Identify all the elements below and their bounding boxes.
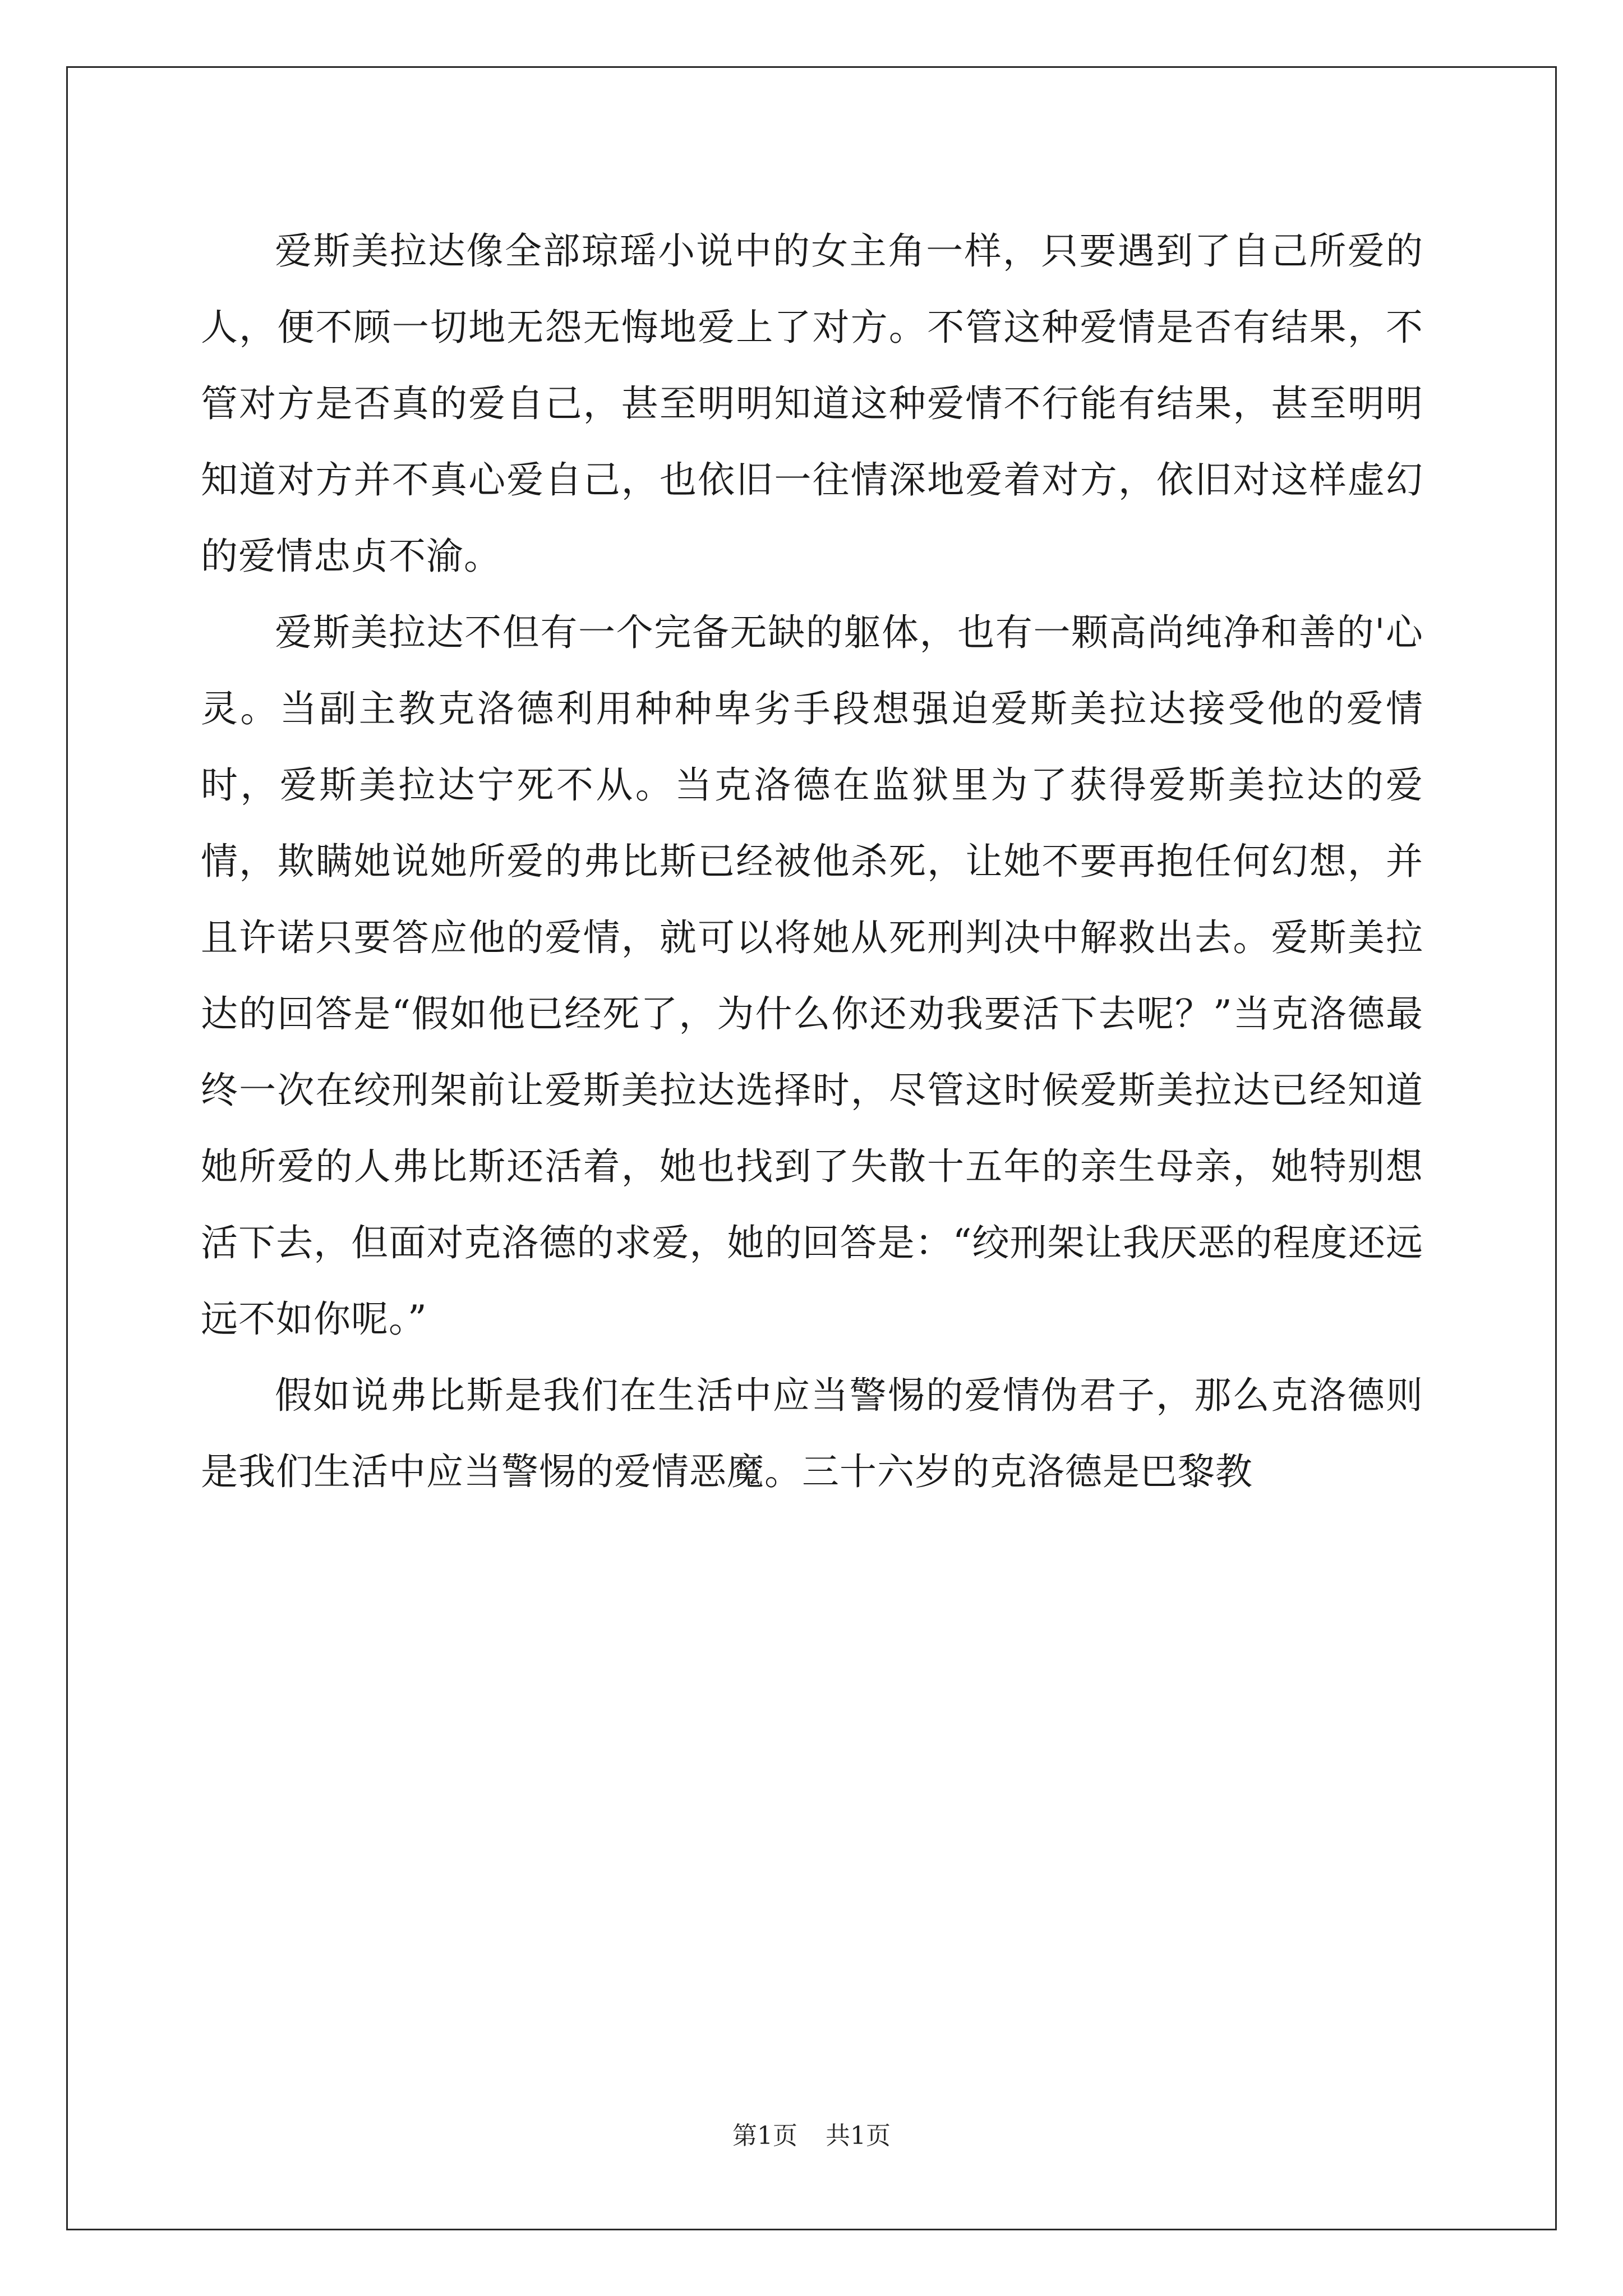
page-number: 第1页 xyxy=(732,2122,797,2150)
paragraph-2: 爱斯美拉达不但有一个完备无缺的躯体，也有一颗高尚纯净和善的'心灵。当副主教克洛德利用种种卑劣手段想强迫爱斯美拉达接受他的爱情时，爱斯美拉达宁死不从。当克洛德在监狱里为了获得爱斯美拉达的爱情，欺瞒她说她所爱的弗比斯已经被他杀死，让她不要再抱任何幻想，并且许诺只要答应他的爱情，就可以将她从死刑判决中解救出去。爱斯美拉达的回答是“假如他已经死了，为什么你还劝我要活下去呢？”当克洛德最终一次在绞刑架前让爱斯美拉达选择时，尽管这时候爱斯美拉达已经知道她所爱的人弗比斯还活着，她也找到了失散十五年的亲生母亲，她特别想活下去，但面对克洛德的求爱，她的回答是：“绞刑架让我厌恶的程度还远远不如你呢。” xyxy=(201,611,1423,1341)
document-body xyxy=(201,213,1423,1510)
paragraph-1: 爱斯美拉达像全部琼瑶小说中的女主角一样，只要遇到了自己所爱的人，便不顾一切地无怨无悔地爱上了对方。不管这种爱情是否有结果，不管对方是否真的爱自己，甚至明明知道这种爱情不行能有结果，甚至明明知道对方并不真心爱自己，也依旧一往情深地爱着对方，依旧对这样虚幻的爱情忠贞不渝。 xyxy=(201,229,1423,578)
page-total: 共1页 xyxy=(826,2122,891,2150)
paragraph-3: 假如说弗比斯是我们在生活中应当警惕的爱情伪君子，那么克洛德则是我们生活中应当警惕的爱情恶魔。三十六岁的克洛德是巴黎教 xyxy=(201,1374,1423,1493)
page-footer xyxy=(0,2119,1623,2153)
